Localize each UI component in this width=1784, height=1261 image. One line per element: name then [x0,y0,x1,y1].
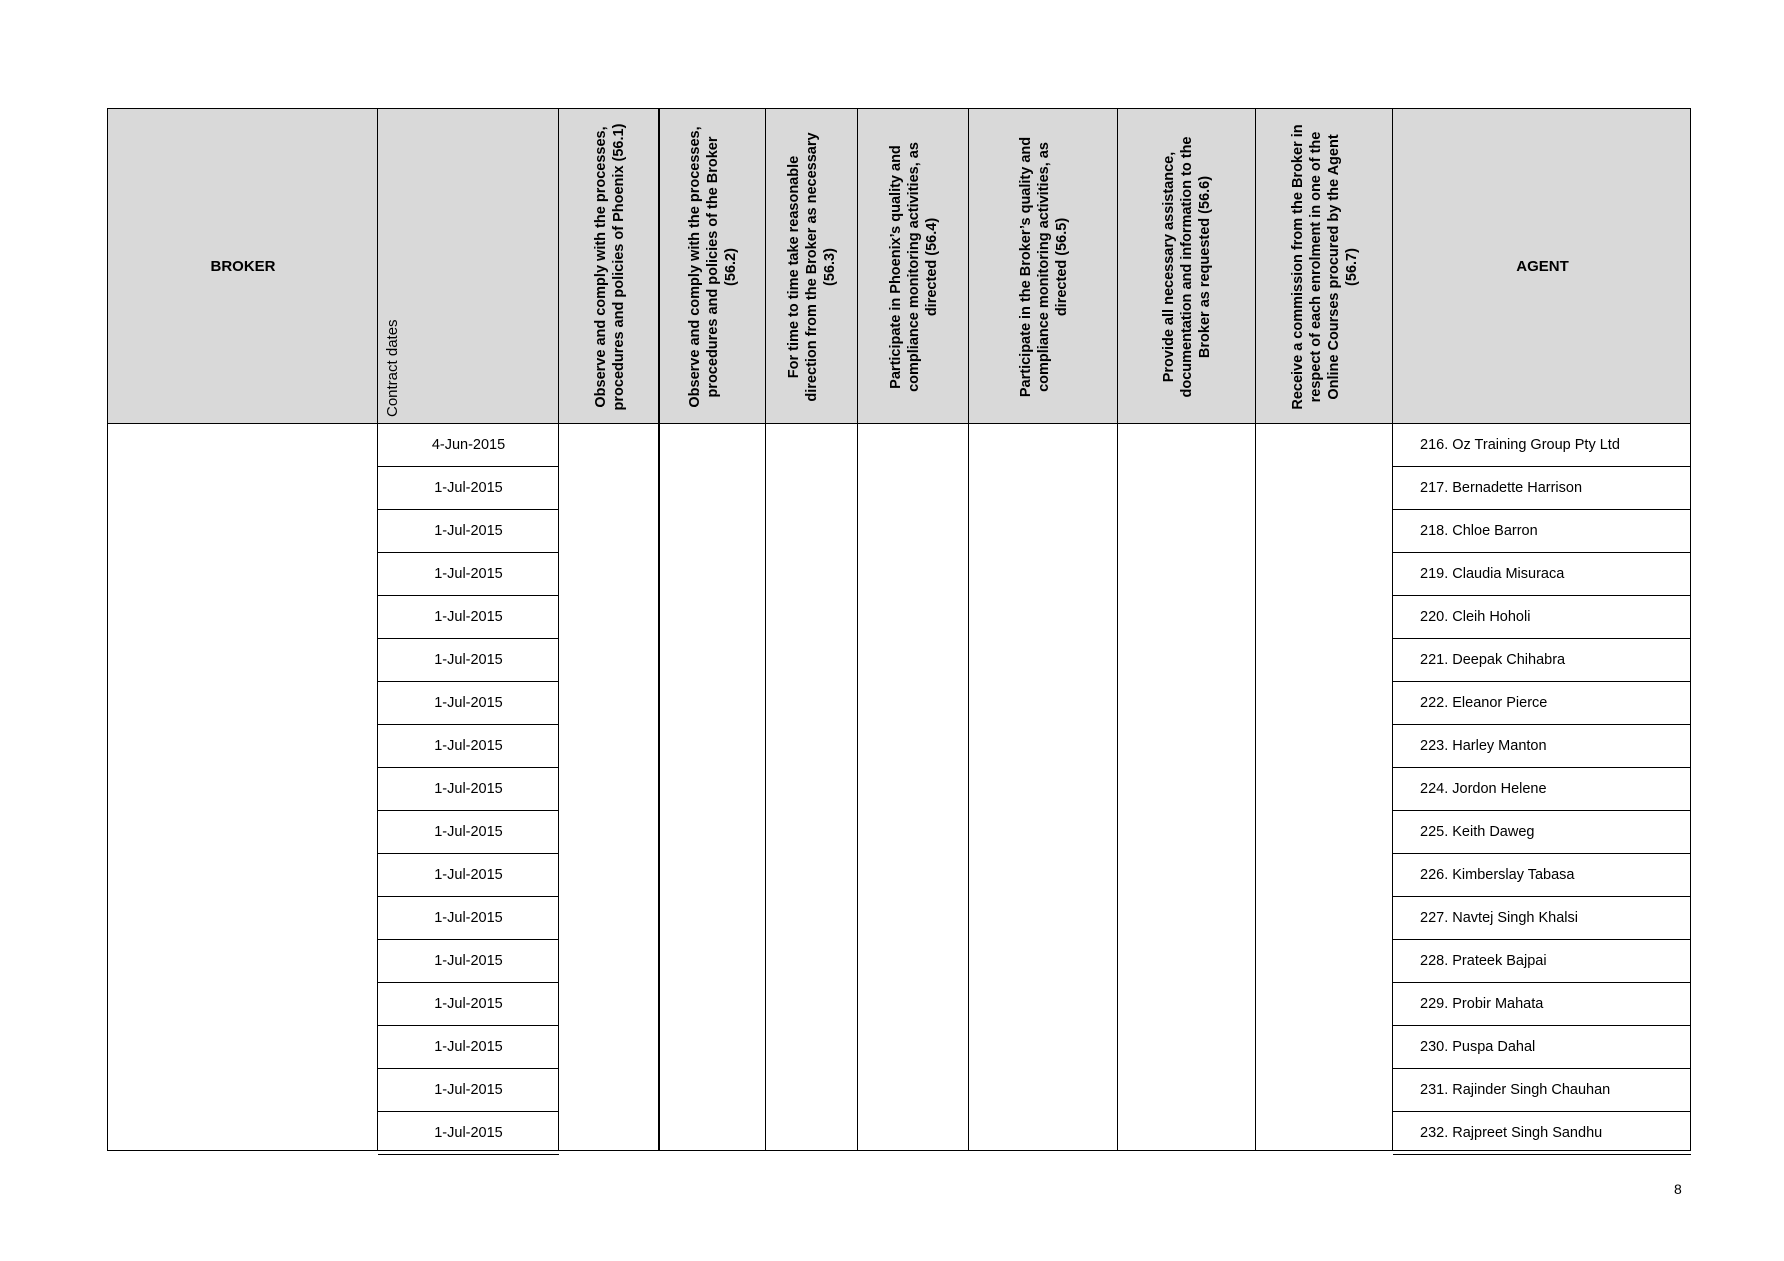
obligation-header-2: Observe and comply with the processes, procedures and policies of the Broker (56.2) [687,125,739,408]
contract-date-cell: 1-Jul-2015 [378,1112,559,1155]
obligation-header-cell-5 [969,109,1118,424]
contract-date-cell: 1-Jul-2015 [378,467,559,510]
agent-name-cell: 222. Eleanor Pierce [1393,682,1691,725]
obligation-header-cell-1 [559,109,660,424]
contract-date-cell: 1-Jul-2015 [378,682,559,725]
contract-date-cell: 1-Jul-2015 [378,983,559,1026]
broker-agent-table [107,108,1691,1151]
broker-header: BROKER [210,258,276,275]
obligation-header-cell-4 [858,109,969,424]
contract-date-cell: 1-Jul-2015 [378,1026,559,1069]
agent-header: AGENT [1516,258,1569,275]
agent-name-cell: 224. Jordon Helene [1393,768,1691,811]
obligation-header-cell-7 [1256,109,1393,424]
obligation-header-3: For time to time take reasonable direction from the Broker as necessary (56.3) [786,131,838,402]
contract-date-cell: 4-Jun-2015 [378,424,559,467]
obligation-header-6: Provide all necessary assistance, documentation and information to the Broker as requested (56.6) [1161,136,1213,397]
contract-date-cell: 1-Jul-2015 [378,768,559,811]
agent-name-cell: 228. Prateek Bajpai [1393,940,1691,983]
agent-name-cell: 227. Navtej Singh Khalsi [1393,897,1691,940]
contract-date-cell: 1-Jul-2015 [378,897,559,940]
contract-date-cell: 1-Jul-2015 [378,510,559,553]
contract-date-cell: 1-Jul-2015 [378,553,559,596]
agent-name-cell: 217. Bernadette Harrison [1393,467,1691,510]
contract-date-cell: 1-Jul-2015 [378,811,559,854]
agent-name-cell: 225. Keith Daweg [1393,811,1691,854]
agent-name-cell: 221. Deepak Chihabra [1393,639,1691,682]
contract-dates-header: Contract dates [384,318,401,417]
agent-name-cell: 229. Probir Mahata [1393,983,1691,1026]
obligation-header-4: Participate in Phoenix’s quality and compliance monitoring activities, as directed (56.4) [887,141,940,392]
agent-name-cell: 231. Rajinder Singh Chauhan [1393,1069,1691,1112]
contract-dates-header-cell [378,109,408,424]
contract-date-cell: 1-Jul-2015 [378,639,559,682]
contract-date-cell: 1-Jul-2015 [378,596,559,639]
obligation-header-7: Receive a commission from the Broker in respect of each enrolment in one of the Online Courses procured by the Agent (56.7) [1289,123,1360,410]
agent-name-cell: 230. Puspa Dahal [1393,1026,1691,1069]
agent-name-cell: 232. Rajpreet Singh Sandhu [1393,1112,1691,1155]
obligation-header-cell-2 [660,109,766,424]
agent-name-cell: 218. Chloe Barron [1393,510,1691,553]
page-number: 8 [1674,1181,1682,1197]
contract-date-cell: 1-Jul-2015 [378,725,559,768]
contract-date-cell: 1-Jul-2015 [378,854,559,897]
agent-name-cell: 219. Claudia Misuraca [1393,553,1691,596]
obligation-header-1: Observe and comply with the processes, procedures and policies of Phoenix (56.1) [592,123,627,410]
contract-date-cell: 1-Jul-2015 [378,940,559,983]
agent-name-cell: 223. Harley Manton [1393,725,1691,768]
contract-date-cell: 1-Jul-2015 [378,1069,559,1112]
agent-name-cell: 220. Cleih Hoholi [1393,596,1691,639]
obligation-header-cell-3 [766,109,858,424]
agent-name-cell: 226. Kimberslay Tabasa [1393,854,1691,897]
agent-name-cell: 216. Oz Training Group Pty Ltd [1393,424,1691,467]
obligation-header-5: Participate in the Broker’s quality and compliance monitoring activities, as directed (56.5) [1017,136,1070,397]
obligation-header-cell-6 [1118,109,1256,424]
